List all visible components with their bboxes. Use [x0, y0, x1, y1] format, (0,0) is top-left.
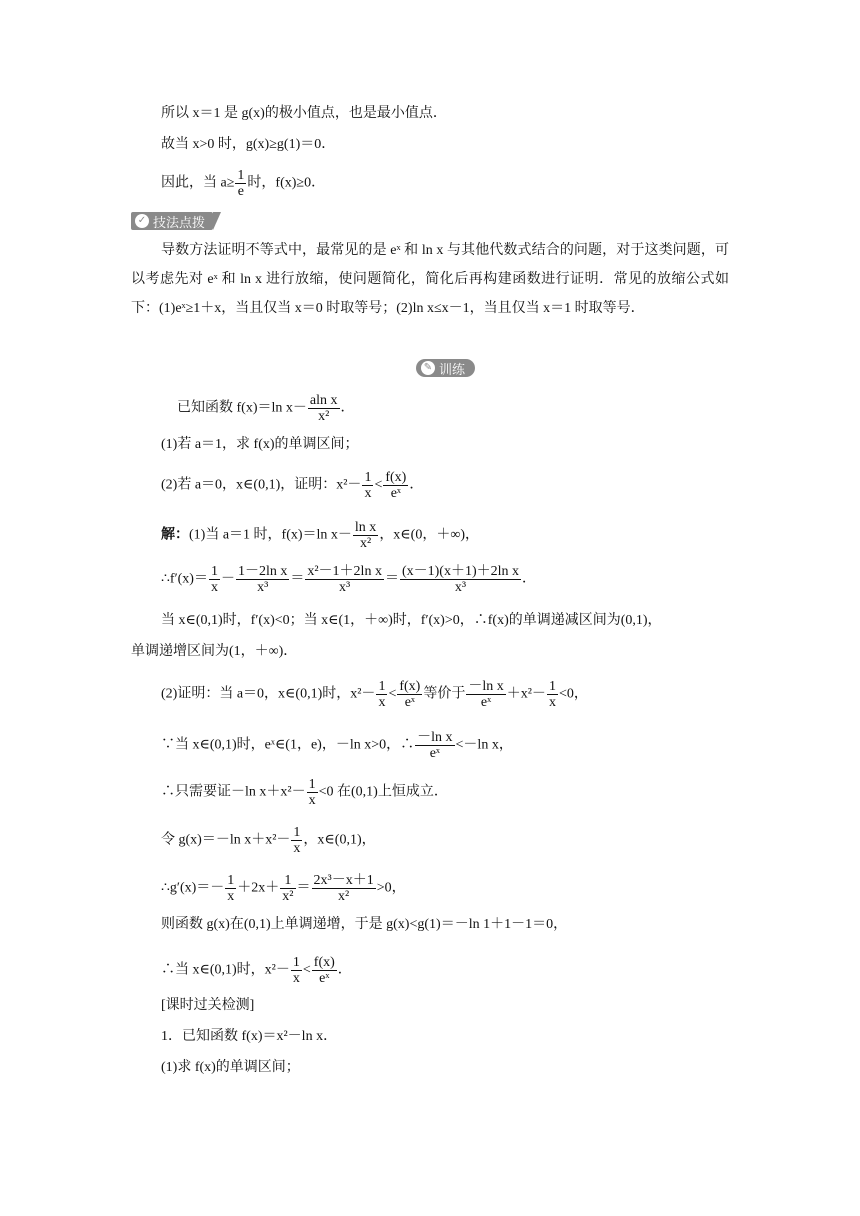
- solution-part-1: 解：(1)当 a＝1 时，f(x)＝ln x－ $\frac{\text{ln x}}{\text{x²}}$ ，x∈(0，＋∞)，: [161, 520, 479, 551]
- fraction-1-over-x2: $\frac{1}{\text{x²}}$: [282, 873, 294, 904]
- fraction-1-over-x: $\frac{1}{x}$: [548, 679, 556, 710]
- monotonic-line-2: 单调递增区间为(1，＋∞)．: [131, 644, 298, 659]
- fraction-1-over-x: $\frac{1}{x}$: [227, 873, 235, 904]
- fraction-alnx-over-x2: $\frac{\text{aln x}}{\text{x²}}$: [309, 393, 338, 424]
- fraction-2x3-over-x2: $\frac{\text{2x³－x＋1}}{\text{x²}}$: [313, 873, 374, 904]
- monotonic-g-line: 则函数 g(x)在(0,1)上单调递增，于是 g(x)<g(1)＝－ln 1＋1－1＝0，: [161, 917, 568, 932]
- need-to-prove-line: ∴只需要证－ln x＋x²－ $\frac{1}{x}$ <0 在(0,1)上恒成立．: [161, 777, 448, 808]
- fraction-neg-lnx-over-ex: $\frac{\text{－ln x}}{\text{eˣ}}$: [468, 679, 504, 710]
- g-derivative-line: ∴g′(x)＝－ $\frac{1}{x}$ ＋2x＋ $\frac{1}{\text{x²}}$ ＝ $\frac{\text{2x³－x＋1}}{\text{x²}}$ >0，: [161, 873, 406, 904]
- fraction-term-3: $\frac{\text{(x－1)(x＋1)＋2ln x}}{\text{x³}}$: [401, 564, 519, 595]
- fraction-1-over-x: $\frac{1}{x}$: [308, 777, 316, 808]
- technique-tip-badge: ✓ 技法点拨: [131, 212, 213, 230]
- question-part-2: (2)若 a＝0，x∈(0,1)，证明：x²－ $\frac{1}{x}$ < $\frac{f(x)}{\text{eˣ}}$ ．: [161, 470, 424, 501]
- technique-tip-paragraph: 导数方法证明不等式中，最常见的是 eˣ 和 ln x 与其他代数式结合的问题，对于这类问题，可以考虑先对 eˣ 和 ln x 进行放缩，使问题简化，简化后再构建函数进行证明．常见的放缩公式如下：(1)eˣ≥1＋x，当且仅当 x＝0 时取等号；(2)ln x≤x－1，当且仅当 x＝1 时取等号．: [131, 243, 729, 316]
- fraction-1-over-e: $\frac{1}{e}$: [237, 168, 245, 199]
- fraction-1-over-x: $\frac{1}{x}$: [293, 825, 301, 856]
- fraction-1-over-x: $\frac{1}{x}$: [378, 679, 386, 710]
- final-conclusion-line: ∴当 x∈(0,1)时，x²－ $\frac{1}{x}$ < $\frac{f(x)}{\text{eˣ}}$ ．: [161, 955, 352, 986]
- exercise-1-part-1: (1)求 f(x)的单调区间；: [161, 1060, 300, 1075]
- fraction-fx-over-ex: $\frac{f(x)}{\text{eˣ}}$: [313, 955, 335, 986]
- fraction-neg-lnx-over-ex: $\frac{\text{－ln x}}{\text{eˣ}}$: [417, 730, 453, 761]
- proof-part-2: (2)证明：当 a＝0，x∈(0,1)时，x²－ $\frac{1}{x}$ < $\frac{f(x)}{\text{eˣ}}$ 等价于 $\frac{\text{－ln x}}{\text{eˣ}}$ ＋x²－ $\frac{1}{x}$ <0，: [161, 679, 588, 710]
- line-g-ge-0: 故当 x>0 时，g(x)≥g(1)＝0．: [161, 137, 336, 152]
- line-conclusion: 因此，当 a≥ $\frac{1}{e}$ 时，f(x)≥0．: [161, 168, 326, 199]
- monotonic-line-1: 当 x∈(0,1)时，f′(x)<0；当 x∈(1，＋∞)时，f′(x)>0，∴f(x)的单调递减区间为(0,1)，: [161, 613, 662, 628]
- fraction-1-over-x: $\frac{1}{x}$: [364, 470, 372, 501]
- exercise-1-stem: 1．已知函数 f(x)＝x²－ln x．: [161, 1029, 338, 1044]
- fraction-fx-over-ex: $\frac{f(x)}{\text{eˣ}}$: [385, 470, 407, 501]
- fraction-fx-over-ex: $\frac{f(x)}{\text{eˣ}}$: [399, 679, 421, 710]
- check-icon: ✓: [135, 214, 149, 228]
- derivative-line: ∴f′(x)＝ $\frac{1}{x}$ － $\frac{\text{1－2ln x}}{\text{x³}}$ ＝ $\frac{\text{x²－1＋2ln x}}{\text{x³}}$ ＝ $\frac{\text{(x－1)(x＋1)＋2ln x}}{\text{x³}}$ ．: [161, 564, 536, 595]
- question-part-1: (1)若 a＝1，求 f(x)的单调区间；: [161, 437, 359, 452]
- fraction-term-1: $\frac{\text{1－2ln x}}{\text{x³}}$: [237, 564, 288, 595]
- fraction-lnx-over-x2: $\frac{\text{ln x}}{\text{x²}}$: [354, 520, 377, 551]
- define-g-line: 令 g(x)＝－ln x＋x²－ $\frac{1}{x}$ ，x∈(0,1)，: [161, 825, 376, 856]
- section-heading-exercises: [课时过关检测]: [161, 998, 255, 1013]
- line-min-point: 所以 x＝1 是 g(x)的极小值点，也是最小值点．: [161, 106, 447, 121]
- training-badge: ✎ 训练: [416, 359, 475, 377]
- because-line: ∵当 x∈(0,1)时，eˣ∈(1，e)，－ln x>0，∴ $\frac{\text{－ln x}}{\text{eˣ}}$ <－ln x，: [161, 730, 513, 761]
- pencil-icon: ✎: [421, 361, 435, 375]
- fraction-term-2: $\frac{\text{x²－1＋2ln x}}{\text{x³}}$: [307, 564, 382, 595]
- question-stem: 已知函数 f(x)＝ln x－ $\frac{\text{aln x}}{\text{x²}}$ ．: [177, 393, 355, 424]
- fraction-1-over-x: $\frac{1}{x}$: [292, 955, 300, 986]
- fraction-1-over-x: $\frac{1}{x}$: [210, 564, 218, 595]
